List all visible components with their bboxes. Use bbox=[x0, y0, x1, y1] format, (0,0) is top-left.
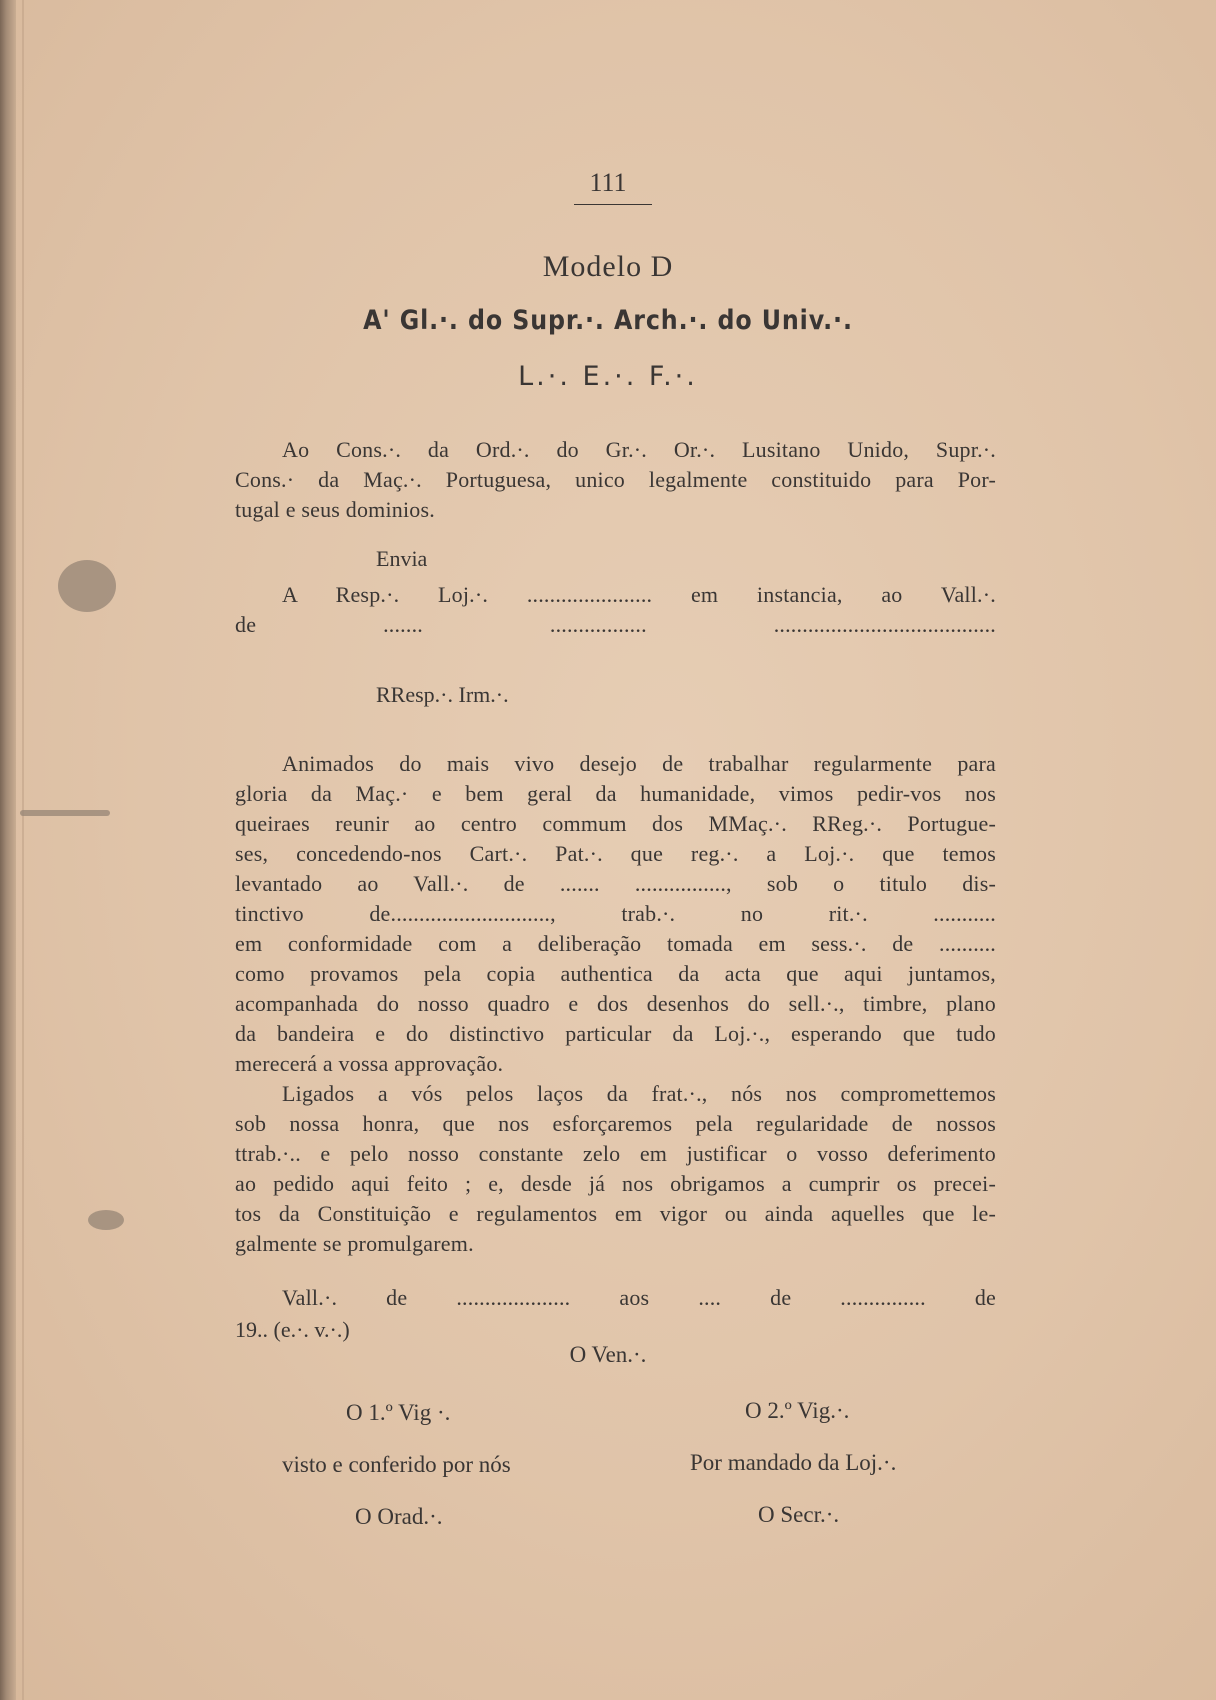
address-line: Cons.· da Maç.·. Portuguesa, unico legalmente constituido para Por- bbox=[235, 467, 996, 492]
envia-line: A Resp.·. Loj.·. ...................... em instancia, ao Vall.·. bbox=[282, 582, 996, 607]
paragraph-line: Ligados a vós pelos laços da frat.·., nós nos compromettemos bbox=[282, 1081, 996, 1106]
paragraph-line: sob nossa honra, que nos esforçaremos pela regularidade de nossos bbox=[235, 1111, 996, 1136]
signature-vig-1: O 1.º Vig ·. bbox=[346, 1400, 451, 1425]
heading-invocation: A' Gl.·. do Supr.·. Arch.·. do Univ.·. bbox=[363, 305, 853, 336]
date-line-year: 19.. (e.·. v.·.) bbox=[235, 1317, 350, 1342]
envia-line: de ....... ................. ....................................... bbox=[235, 612, 996, 637]
salutation: RResp.·. Irm.·. bbox=[376, 682, 509, 707]
paragraph-line: levantado ao Vall.·. de ....... ................, sob o titulo dis- bbox=[235, 871, 996, 896]
paragraph-line: merecerá a vossa approvação. bbox=[235, 1051, 504, 1076]
envia-label: Envia bbox=[376, 546, 428, 571]
paragraph-line: como provamos pela copia authentica da acta que aqui juntamos, bbox=[235, 961, 996, 986]
paragraph-line: galmente se promulgarem. bbox=[235, 1231, 474, 1256]
paper-damage-tear bbox=[20, 810, 110, 816]
paragraph-line: acompanhada do nosso quadro e dos desenhos do sell.·., timbre, plano bbox=[235, 991, 996, 1016]
model-title: Modelo D bbox=[542, 250, 674, 283]
paragraph-line: ao pedido aqui feito ; e, desde já nos obrigamos a cumprir os precei- bbox=[235, 1171, 996, 1196]
paper-damage-hole bbox=[58, 560, 116, 612]
signature-ven: O Ven.·. bbox=[569, 1342, 647, 1367]
page-number-rule bbox=[574, 204, 652, 205]
signature-secr: O Secr.·. bbox=[758, 1502, 840, 1527]
signature-mandado: Por mandado da Loj.·. bbox=[690, 1450, 897, 1475]
page-number: 111 bbox=[589, 168, 627, 197]
paper-damage-mark bbox=[88, 1210, 124, 1230]
paragraph-line: tinctivo de............................, trab.·. no rit.·. ........... bbox=[235, 901, 996, 926]
paragraph-line: ses, concedendo-nos Cart.·. Pat.·. que reg.·. a Loj.·. que temos bbox=[235, 841, 996, 866]
signature-visto: visto e conferido por nós bbox=[282, 1452, 511, 1477]
address-line: tugal e seus dominios. bbox=[235, 497, 435, 522]
heading-motto: L.·. E.·. F.·. bbox=[518, 361, 698, 392]
paragraph-line: da bandeira e do distinctivo particular da Loj.·., esperando que tudo bbox=[235, 1021, 996, 1046]
signature-orad: O Orad.·. bbox=[355, 1504, 443, 1529]
paragraph-line: ttrab.·.. e pelo nosso constante zelo em justificar o vosso deferimento bbox=[235, 1141, 996, 1166]
paragraph-line: tos da Constituição e regulamentos em vigor ou ainda aquelles que le- bbox=[235, 1201, 996, 1226]
paragraph-line: queiraes reunir ao centro commum dos MMaç.·. RReg.·. Portugue- bbox=[235, 811, 996, 836]
signature-vig-2: O 2.º Vig.·. bbox=[745, 1398, 850, 1423]
address-line: Ao Cons.·. da Ord.·. do Gr.·. Or.·. Lusitano Unido, Supr.·. bbox=[282, 437, 996, 462]
paragraph-line: Animados do mais vivo desejo de trabalhar regularmente para bbox=[282, 751, 996, 776]
paragraph-line: gloria da Maç.· e bem geral da humanidade, vimos pedir-vos nos bbox=[235, 781, 996, 806]
paragraph-line: em conformidade com a deliberação tomada em sess.·. de .......... bbox=[235, 931, 996, 956]
date-line: Vall.·. de .................... aos .... de ............... de bbox=[282, 1285, 996, 1310]
